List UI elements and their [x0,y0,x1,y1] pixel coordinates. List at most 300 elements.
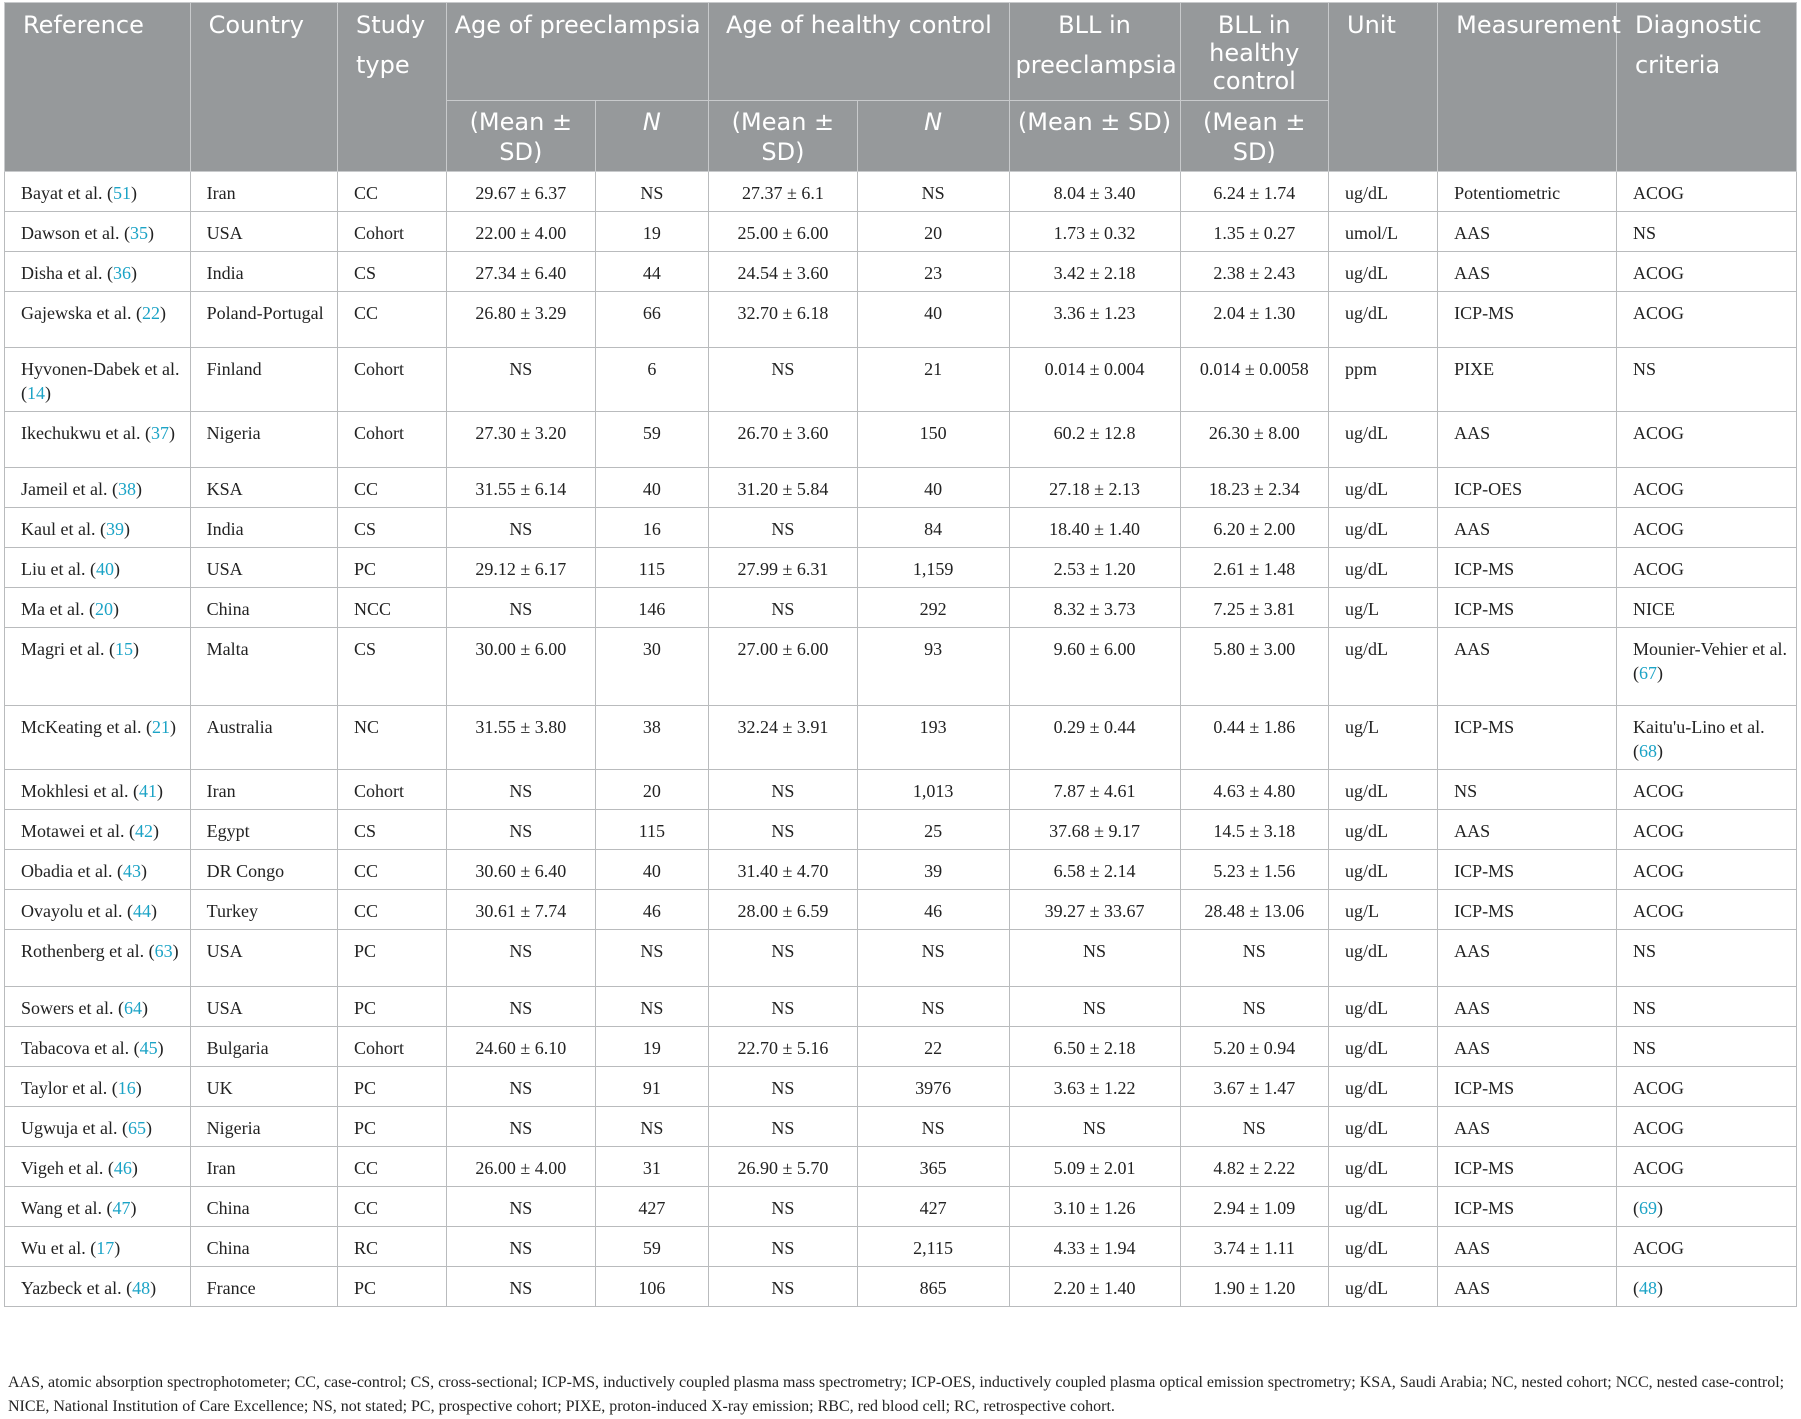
reference-cell [5,987,191,1027]
table-row [5,412,1797,468]
country-cell: Nigeria [190,412,337,468]
age-healthy-control-cell: 28.00 ± 6.59 [709,890,857,930]
reference-text: Obadia et al. ( [21,861,123,881]
citation-link[interactable]: 16 [117,1078,136,1098]
measurement-cell: AAS [1438,987,1617,1027]
study-type-cell: CC [337,1147,446,1187]
table-row [5,628,1797,706]
country-cell: Nigeria [190,1107,337,1147]
country-cell: Australia [190,706,337,770]
measurement-cell: ICP-MS [1438,850,1617,890]
citation-link[interactable]: 38 [117,479,136,499]
reference-text: Vigeh et al. ( [21,1158,114,1178]
diagnostic-criteria-cell: ACOG [1616,412,1796,468]
reference-text-end: ) [112,599,119,619]
reference-cell [5,1107,191,1147]
reference-text: Kaul et al. ( [21,519,106,539]
citation-link[interactable]: 69 [1638,1198,1657,1218]
age-healthy-control-cell: 32.24 ± 3.91 [709,706,857,770]
reference-cell [5,412,191,468]
age-healthy-control-cell: NS [709,810,857,850]
n-healthy-control-cell: 1,159 [857,548,1009,588]
unit-cell: umol/L [1329,212,1438,252]
unit-cell: ug/dL [1329,1027,1438,1067]
reference-text: Bayat et al. ( [21,183,113,203]
country-cell: USA [190,930,337,987]
citation-link[interactable]: 46 [113,1158,132,1178]
n-preeclampsia-cell: 115 [595,548,709,588]
reference-text-end: ) [156,781,163,801]
table-row [5,292,1797,348]
unit-cell: ug/L [1329,588,1438,628]
age-preeclampsia-cell: 30.00 ± 6.00 [447,628,595,706]
measurement-cell: AAS [1438,1227,1617,1267]
age-healthy-control-cell: 27.37 ± 6.1 [709,172,857,212]
measurement-cell: AAS [1438,628,1617,706]
citation-link[interactable]: 44 [132,901,151,921]
bll-preeclampsia-cell: 60.2 ± 12.8 [1009,412,1180,468]
reference-text: Sowers et al. ( [21,998,124,1018]
age-preeclampsia-cell: 31.55 ± 6.14 [447,468,595,508]
bll-healthy-control-cell: 7.25 ± 3.81 [1180,588,1328,628]
subheader-mean-sd: (Mean ± SD) [1009,101,1180,172]
country-cell: China [190,1187,337,1227]
reference-cell [5,706,191,770]
citation-link[interactable]: 17 [96,1238,115,1258]
age-preeclampsia-cell: NS [447,810,595,850]
reference-text-end: ) [169,717,176,737]
table-row [5,706,1797,770]
measurement-cell: AAS [1438,412,1617,468]
studies-table [4,2,1797,1307]
citation-link[interactable]: 47 [112,1198,131,1218]
bll-preeclampsia-cell: 8.32 ± 3.73 [1009,588,1180,628]
measurement-cell: ICP-MS [1438,706,1617,770]
n-preeclampsia-cell: NS [595,172,709,212]
country-cell: USA [190,548,337,588]
reference-text-end: ) [132,639,139,659]
diagnostic-criteria-cell: ACOG [1616,468,1796,508]
country-cell: India [190,508,337,548]
citation-link[interactable]: 67 [1638,663,1657,683]
bll-preeclampsia-cell: 2.53 ± 1.20 [1009,548,1180,588]
n-healthy-control-cell: NS [857,930,1009,987]
reference-text: Motawei et al. ( [21,821,135,841]
n-preeclampsia-cell: 59 [595,1227,709,1267]
bll-preeclampsia-cell: 39.27 ± 33.67 [1009,890,1180,930]
measurement-cell: PIXE [1438,348,1617,412]
reference-text: Mokhlesi et al. ( [21,781,139,801]
age-healthy-control-cell: NS [709,930,857,987]
citation-link[interactable]: 36 [112,263,131,283]
study-type-cell: CS [337,628,446,706]
unit-cell: ug/dL [1329,468,1438,508]
n-healthy-control-cell: 292 [857,588,1009,628]
reference-text: Wang et al. ( [21,1198,113,1218]
citation-link[interactable]: 48 [132,1278,151,1298]
age-healthy-control-cell: NS [709,1187,857,1227]
unit-cell: ug/dL [1329,412,1438,468]
reference-text-end: ) [168,423,175,443]
age-preeclampsia-cell: 27.34 ± 6.40 [447,252,595,292]
citation-link[interactable]: 14 [27,383,45,403]
diagnostic-criteria-cell: ACOG [1616,1107,1796,1147]
age-preeclampsia-cell: NS [447,1107,595,1147]
bll-preeclampsia-cell: 4.33 ± 1.94 [1009,1227,1180,1267]
header-row [5,3,1797,101]
subheader-mean-sd: (Mean ± SD) [447,101,595,172]
reference-cell [5,508,191,548]
citation-link[interactable]: 65 [127,1118,146,1138]
reference-cell [5,1027,191,1067]
measurement-cell: AAS [1438,1267,1617,1307]
country-cell: Turkey [190,890,337,930]
table-row [5,508,1797,548]
reference-text-end: ) [159,303,166,323]
bll-preeclampsia-cell: 6.50 ± 2.18 [1009,1027,1180,1067]
study-type-cell: CC [337,890,446,930]
age-preeclampsia-cell: 26.80 ± 3.29 [447,292,595,348]
country-cell: DR Congo [190,850,337,890]
reference-text: Ugwuja et al. ( [21,1118,128,1138]
bll-healthy-control-cell: 1.35 ± 0.27 [1180,212,1328,252]
bll-healthy-control-cell: 5.20 ± 0.94 [1180,1027,1328,1067]
bll-healthy-control-cell: 5.23 ± 1.56 [1180,850,1328,890]
subheader-n: N [595,101,709,172]
country-cell: France [190,1267,337,1307]
n-preeclampsia-cell: 16 [595,508,709,548]
reference-cell [5,930,191,987]
diagnostic-criteria-cell [1616,706,1796,770]
country-cell: Iran [190,172,337,212]
n-healthy-control-cell: 865 [857,1267,1009,1307]
reference-text: Wu et al. ( [21,1238,97,1258]
bll-healthy-control-cell: 6.24 ± 1.74 [1180,172,1328,212]
age-preeclampsia-cell: NS [447,1187,595,1227]
country-cell: China [190,588,337,628]
bll-preeclampsia-cell: NS [1009,1107,1180,1147]
diagnostic-criteria-cell: ACOG [1616,850,1796,890]
bll-preeclampsia-cell: 18.40 ± 1.40 [1009,508,1180,548]
n-healthy-control-cell: 25 [857,810,1009,850]
diagnostic-criteria-cell: NS [1616,348,1796,412]
reference-cell [5,212,191,252]
reference-text: Yazbeck et al. ( [21,1278,133,1298]
header-age-healthy-control: Age of healthy control [709,3,1009,101]
unit-cell: ug/dL [1329,810,1438,850]
reference-text: Ma et al. ( [21,599,95,619]
age-healthy-control-cell: 31.20 ± 5.84 [709,468,857,508]
table-row [5,850,1797,890]
n-healthy-control-cell: 2,115 [857,1227,1009,1267]
reference-text: Rothenberg et al. ( [21,941,155,961]
study-type-cell: Cohort [337,770,446,810]
reference-text: Hyvonen-Dabek et al. ( [21,359,180,403]
country-cell: USA [190,987,337,1027]
age-preeclampsia-cell: NS [447,1067,595,1107]
table-row [5,252,1797,292]
table-row [5,810,1797,850]
reference-text: Jameil et al. ( [21,479,118,499]
citation-link[interactable]: 43 [122,861,141,881]
reference-text: Taylor et al. ( [21,1078,118,1098]
age-preeclampsia-cell: 24.60 ± 6.10 [447,1027,595,1067]
n-preeclampsia-cell: NS [595,1107,709,1147]
reference-text-end: ) [114,1238,121,1258]
header-bll-preeclampsia: BLL in preeclampsia [1009,3,1180,101]
n-healthy-control-cell: NS [857,987,1009,1027]
table-row [5,1147,1797,1187]
reference-cell [5,348,191,412]
table-row [5,930,1797,987]
age-healthy-control-cell: 27.99 ± 6.31 [709,548,857,588]
bll-preeclampsia-cell: NS [1009,987,1180,1027]
age-healthy-control-cell: NS [709,348,857,412]
country-cell: Iran [190,1147,337,1187]
measurement-cell: ICP-MS [1438,588,1617,628]
diagnostic-criteria-cell: ACOG [1616,1227,1796,1267]
measurement-cell: AAS [1438,252,1617,292]
age-preeclampsia-cell: 30.60 ± 6.40 [447,850,595,890]
reference-text-end: ) [135,479,142,499]
study-type-cell: NCC [337,588,446,628]
age-preeclampsia-cell: 22.00 ± 4.00 [447,212,595,252]
study-type-cell: CS [337,810,446,850]
diagnostic-criteria-cell: ACOG [1616,548,1796,588]
bll-healthy-control-cell: 4.63 ± 4.80 [1180,770,1328,810]
age-healthy-control-cell: NS [709,508,857,548]
reference-cell [5,1147,191,1187]
diagnostic-criteria-cell: ACOG [1616,890,1796,930]
n-preeclampsia-cell: 427 [595,1187,709,1227]
reference-cell [5,1227,191,1267]
country-cell: Bulgaria [190,1027,337,1067]
country-cell: China [190,1227,337,1267]
reference-cell [5,850,191,890]
diagnostic-criteria-cell: NICE [1616,588,1796,628]
citation-link[interactable]: 41 [138,781,157,801]
study-type-cell: PC [337,1067,446,1107]
age-preeclampsia-cell: 29.67 ± 6.37 [447,172,595,212]
bll-healthy-control-cell: 6.20 ± 2.00 [1180,508,1328,548]
table-row [5,1267,1797,1307]
reference-text-end: ) [131,1158,138,1178]
bll-healthy-control-cell: 18.23 ± 2.34 [1180,468,1328,508]
citation-link[interactable]: 45 [139,1038,158,1058]
n-healthy-control-cell: 21 [857,348,1009,412]
reference-text: Dawson et al. ( [21,223,130,243]
n-preeclampsia-cell: 40 [595,850,709,890]
n-preeclampsia-cell: 40 [595,468,709,508]
unit-cell: ug/dL [1329,930,1438,987]
table-row [5,770,1797,810]
study-type-cell: PC [337,1107,446,1147]
citation-link[interactable]: 48 [1638,1278,1657,1298]
bll-preeclampsia-cell: 6.58 ± 2.14 [1009,850,1180,890]
table-row [5,1187,1797,1227]
reference-text-end: ) [157,1038,164,1058]
reference-cell [5,252,191,292]
bll-healthy-control-cell: 26.30 ± 8.00 [1180,412,1328,468]
unit-cell: ug/dL [1329,1267,1438,1307]
bll-healthy-control-cell: 0.44 ± 1.86 [1180,706,1328,770]
citation-link[interactable]: 37 [150,423,169,443]
reference-text-end: ) [145,1118,152,1138]
header-unit: Unit [1329,3,1438,172]
country-cell: USA [190,212,337,252]
citation-link[interactable]: 51 [112,183,131,203]
study-type-cell: Cohort [337,1027,446,1067]
bll-healthy-control-cell: NS [1180,1107,1328,1147]
bll-healthy-control-cell: 4.82 ± 2.22 [1180,1147,1328,1187]
reference-text-end: ) [172,941,179,961]
unit-cell: ug/dL [1329,508,1438,548]
age-healthy-control-cell: 25.00 ± 6.00 [709,212,857,252]
study-type-cell: CS [337,252,446,292]
reference-cell [5,628,191,706]
citation-link[interactable]: 35 [129,223,148,243]
age-healthy-control-cell: NS [709,770,857,810]
reference-text-end: ) [140,861,147,881]
measurement-cell: NS [1438,770,1617,810]
unit-cell: ug/dL [1329,628,1438,706]
measurement-cell: AAS [1438,212,1617,252]
reference-text-end: ) [150,1278,157,1298]
bll-healthy-control-cell: 2.04 ± 1.30 [1180,292,1328,348]
reference-cell [5,588,191,628]
measurement-cell: ICP-MS [1438,548,1617,588]
criteria-text-end: ) [1656,1278,1663,1298]
citation-link[interactable]: 39 [105,519,124,539]
citation-link[interactable]: 64 [123,998,142,1018]
reference-text-end: ) [45,383,51,403]
reference-text-end: ) [141,998,148,1018]
age-healthy-control-cell: NS [709,1067,857,1107]
n-healthy-control-cell: 3976 [857,1067,1009,1107]
study-type-cell: RC [337,1227,446,1267]
diagnostic-criteria-cell [1616,628,1796,706]
reference-cell [5,1267,191,1307]
measurement-cell: ICP-OES [1438,468,1617,508]
bll-healthy-control-cell: 3.67 ± 1.47 [1180,1067,1328,1107]
reference-text-end: ) [150,901,157,921]
country-cell: Iran [190,770,337,810]
table-row [5,348,1797,412]
citation-link[interactable]: 63 [154,941,173,961]
unit-cell: ug/dL [1329,292,1438,348]
header-bll-healthy-control: BLL in healthy control [1180,3,1328,101]
header-diagnostic-criteria: Diagnostic criteria [1616,3,1796,172]
table-row [5,987,1797,1027]
bll-preeclampsia-cell: NS [1009,930,1180,987]
diagnostic-criteria-cell: NS [1616,1027,1796,1067]
citation-link[interactable]: 15 [114,639,133,659]
table-row [5,890,1797,930]
n-preeclampsia-cell: 46 [595,890,709,930]
study-type-cell: CS [337,508,446,548]
reference-text: Gajewska et al. ( [21,303,142,323]
n-preeclampsia-cell: 30 [595,628,709,706]
criteria-text: ( [1632,1278,1639,1298]
diagnostic-criteria-cell: ACOG [1616,1147,1796,1187]
bll-preeclampsia-cell: 3.63 ± 1.22 [1009,1067,1180,1107]
measurement-cell: AAS [1438,1027,1617,1067]
criteria-text: Kaitu'u-Lino et al. ( [1632,717,1765,761]
reference-cell [5,810,191,850]
n-preeclampsia-cell: 106 [595,1267,709,1307]
diagnostic-criteria-cell: ACOG [1616,1067,1796,1107]
n-healthy-control-cell: 1,013 [857,770,1009,810]
bll-healthy-control-cell: 14.5 ± 3.18 [1180,810,1328,850]
n-healthy-control-cell: 39 [857,850,1009,890]
citation-link[interactable]: 40 [95,559,114,579]
age-preeclampsia-cell: NS [447,770,595,810]
study-type-cell: Cohort [337,348,446,412]
unit-cell: ug/L [1329,890,1438,930]
age-healthy-control-cell: NS [709,588,857,628]
bll-healthy-control-cell: NS [1180,987,1328,1027]
reference-cell [5,1187,191,1227]
bll-healthy-control-cell: NS [1180,930,1328,987]
citation-link[interactable]: 42 [134,821,153,841]
reference-cell [5,1067,191,1107]
measurement-cell: ICP-MS [1438,1067,1617,1107]
citation-link[interactable]: 68 [1638,741,1657,761]
citation-link[interactable]: 20 [94,599,113,619]
unit-cell: ug/dL [1329,770,1438,810]
table-row [5,1027,1797,1067]
header-reference: Reference [5,3,191,172]
country-cell: Finland [190,348,337,412]
study-type-cell: CC [337,172,446,212]
n-preeclampsia-cell: NS [595,930,709,987]
study-type-cell: PC [337,1267,446,1307]
criteria-text-end: ) [1656,741,1663,761]
reference-text: Ovayolu et al. ( [21,901,133,921]
bll-healthy-control-cell: 1.90 ± 1.20 [1180,1267,1328,1307]
table-row [5,548,1797,588]
table-row [5,1067,1797,1107]
citation-link[interactable]: 21 [151,717,170,737]
measurement-cell: AAS [1438,1107,1617,1147]
study-type-cell: CC [337,1187,446,1227]
reference-text-end: ) [135,1078,142,1098]
unit-cell: ug/dL [1329,1067,1438,1107]
age-healthy-control-cell: NS [709,1107,857,1147]
measurement-cell: ICP-MS [1438,1187,1617,1227]
header-study-type: Study type [337,3,446,172]
study-type-cell: Cohort [337,412,446,468]
unit-cell: ug/dL [1329,1227,1438,1267]
study-type-cell: PC [337,987,446,1027]
study-type-cell: CC [337,850,446,890]
table-row [5,172,1797,212]
reference-text: Ikechukwu et al. ( [21,423,151,443]
reference-text-end: ) [113,559,120,579]
n-healthy-control-cell: 150 [857,412,1009,468]
bll-healthy-control-cell: 0.014 ± 0.0058 [1180,348,1328,412]
country-cell: UK [190,1067,337,1107]
reference-text: Liu et al. ( [21,559,96,579]
n-healthy-control-cell: 193 [857,706,1009,770]
table-row [5,588,1797,628]
reference-text: McKeating et al. ( [21,717,152,737]
unit-cell: ug/dL [1329,548,1438,588]
citation-link[interactable]: 22 [141,303,160,323]
unit-cell: ug/dL [1329,1187,1438,1227]
study-type-cell: CC [337,292,446,348]
n-healthy-control-cell: 23 [857,252,1009,292]
